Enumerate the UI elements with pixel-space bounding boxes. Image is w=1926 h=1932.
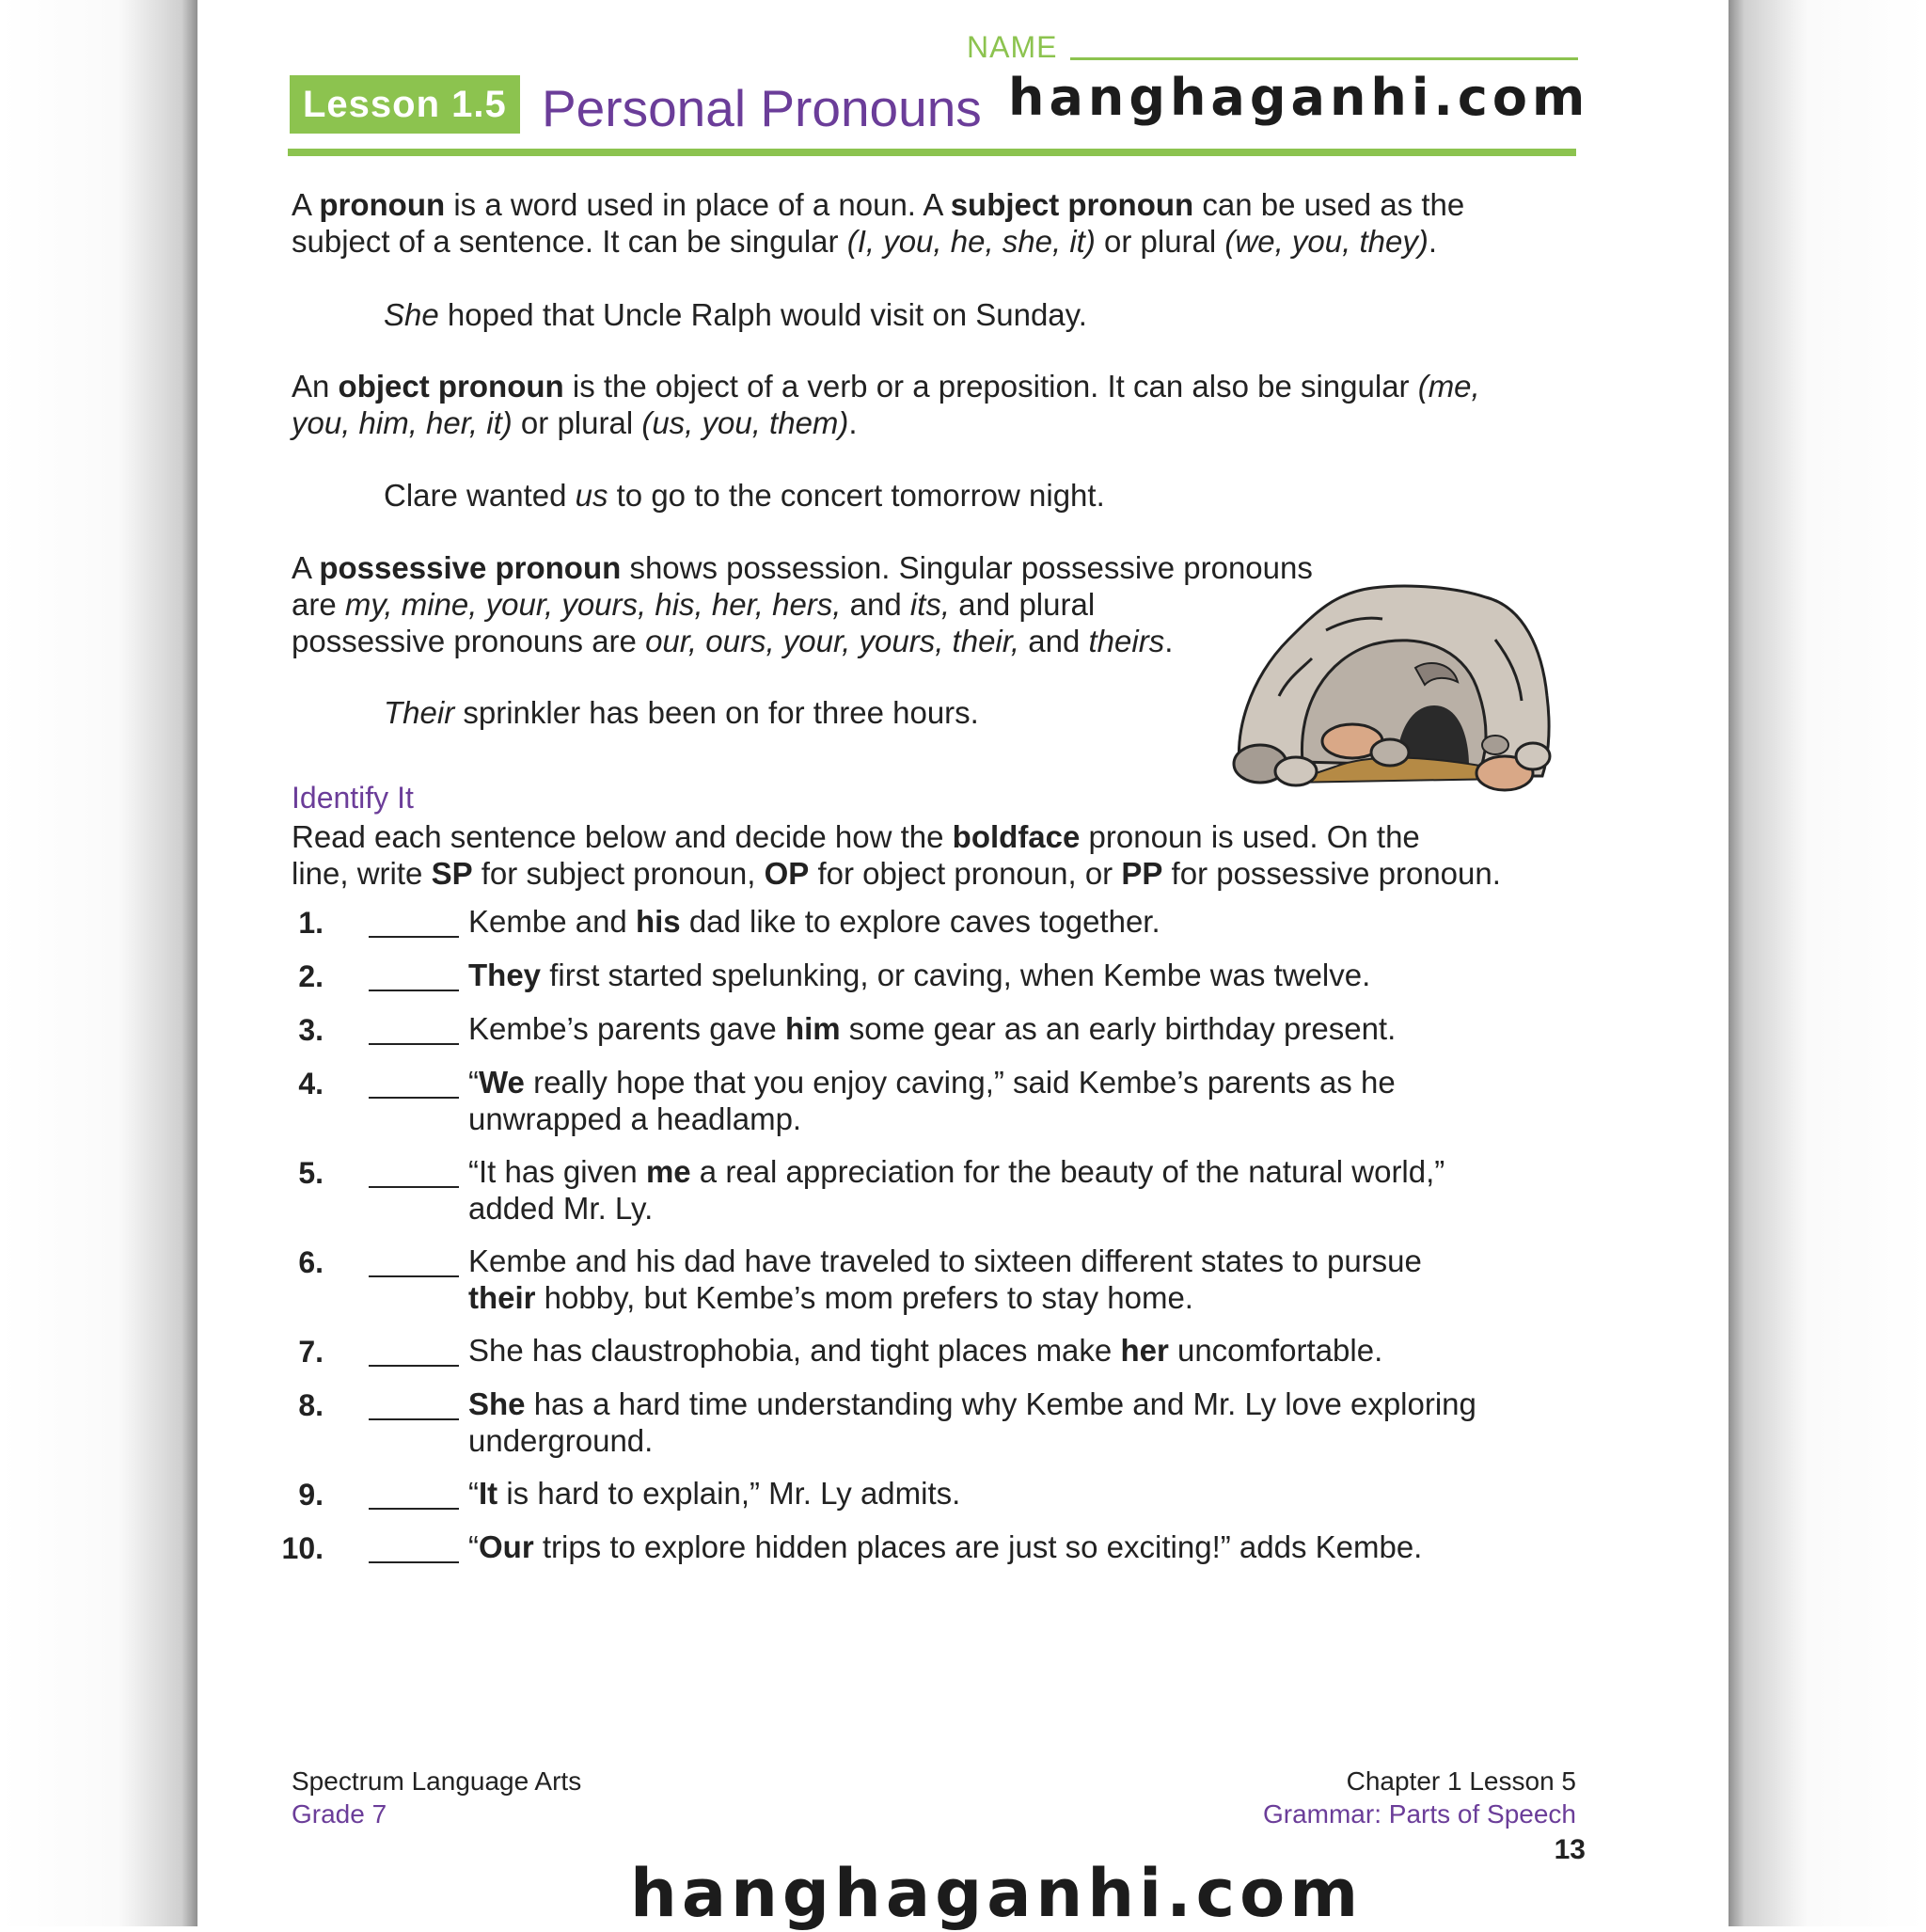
answer-blank[interactable] bbox=[369, 990, 459, 991]
cave-illustration bbox=[1223, 564, 1561, 800]
item-number: 1. bbox=[298, 906, 324, 940]
example-object: Clare wanted us to go to the concert tomorrow night. bbox=[384, 478, 1105, 513]
footer-chapter: Chapter 1 Lesson 5 bbox=[1346, 1766, 1576, 1796]
footer-topic: Grammar: Parts of Speech bbox=[1262, 1799, 1576, 1829]
item-number: 4. bbox=[298, 1067, 324, 1101]
footer-grade: Grade 7 bbox=[292, 1799, 387, 1829]
answer-blank[interactable] bbox=[369, 1508, 459, 1510]
item-sentence: “We really hope that you enjoy caving,” said Kembe’s parents as he unwrapped a headlamp. bbox=[468, 1065, 1396, 1136]
intro-paragraph-possessive: A possessive pronoun shows possession. Singular possessive pronouns are my, mine, your, yours, his, her, hers, and its, and plural possessive pronouns are our, ours, your, yours, their, and theirs. bbox=[292, 550, 1313, 658]
item-number: 3. bbox=[298, 1013, 324, 1047]
item-sentence: She has claustrophobia, and tight places make her uncomfortable. bbox=[468, 1333, 1383, 1368]
item-sentence: They first started spelunking, or caving, when Kembe was twelve. bbox=[468, 958, 1371, 992]
answer-blank[interactable] bbox=[369, 1186, 459, 1188]
intro-paragraph-subject: A pronoun is a word used in place of a noun. A subject pronoun can be used as the subject of a sentence. It can be singular (I, you, he, she, it) or plural (we, you, they). bbox=[292, 187, 1465, 259]
worksheet-page bbox=[197, 0, 1729, 1932]
answer-blank[interactable] bbox=[369, 1365, 459, 1367]
item-number: 8. bbox=[298, 1388, 324, 1422]
item-number: 7. bbox=[298, 1335, 324, 1369]
name-line[interactable] bbox=[1070, 57, 1578, 60]
page-shadow-left bbox=[0, 0, 197, 1926]
item-number: 2. bbox=[298, 959, 324, 993]
item-number: 9. bbox=[298, 1478, 324, 1512]
answer-blank[interactable] bbox=[369, 936, 459, 938]
header-rule bbox=[288, 149, 1576, 156]
answer-blank[interactable] bbox=[369, 1275, 459, 1277]
item-sentence: “Our trips to explore hidden places are just so exciting!” adds Kembe. bbox=[468, 1529, 1423, 1564]
item-number: 5. bbox=[298, 1156, 324, 1190]
lesson-badge: Lesson 1.5 bbox=[290, 75, 520, 134]
page-shadow-right bbox=[1729, 0, 1926, 1926]
item-sentence: “It is hard to explain,” Mr. Ly admits. bbox=[468, 1476, 961, 1511]
example-possessive: Their sprinkler has been on for three hours. bbox=[384, 695, 979, 730]
item-sentence: Kembe and his dad like to explore caves together. bbox=[468, 904, 1160, 939]
footer-book-title: Spectrum Language Arts bbox=[292, 1766, 582, 1796]
watermark-bottom: hanghaganhi.com bbox=[630, 1855, 1364, 1932]
item-number: 10. bbox=[281, 1531, 324, 1565]
item-sentence: Kembe’s parents gave him some gear as an early birthday present. bbox=[468, 1011, 1397, 1046]
name-label: NAME bbox=[967, 30, 1058, 64]
page-number: 13 bbox=[1554, 1834, 1586, 1865]
item-sentence: “It has given me a real appreciation for the beauty of the natural world,” added Mr. Ly. bbox=[468, 1154, 1445, 1226]
item-sentence: Kembe and his dad have traveled to sixteen different states to pursue their hobby, but Kembe’s mom prefers to stay home. bbox=[468, 1243, 1422, 1315]
item-number: 6. bbox=[298, 1245, 324, 1279]
section-heading-identify-it: Identify It bbox=[292, 781, 414, 815]
watermark-top: hanghaganhi.com bbox=[1008, 68, 1590, 127]
answer-blank[interactable] bbox=[369, 1418, 459, 1420]
item-sentence: She has a hard time understanding why Kembe and Mr. Ly love exploring underground. bbox=[468, 1386, 1476, 1458]
intro-paragraph-object: An object pronoun is the object of a verb or a preposition. It can also be singular (me, you, him, her, it) or plural (us, you, them). bbox=[292, 369, 1480, 440]
answer-blank[interactable] bbox=[369, 1043, 459, 1045]
exercise-instructions: Read each sentence below and decide how the boldface pronoun is used. On the line, write SP for subject pronoun, OP for object pronoun, or PP for possessive pronoun. bbox=[292, 819, 1501, 891]
answer-blank[interactable] bbox=[369, 1561, 459, 1563]
example-subject: She hoped that Uncle Ralph would visit on Sunday. bbox=[384, 297, 1087, 332]
page-title: Personal Pronouns bbox=[542, 79, 982, 137]
answer-blank[interactable] bbox=[369, 1097, 459, 1099]
